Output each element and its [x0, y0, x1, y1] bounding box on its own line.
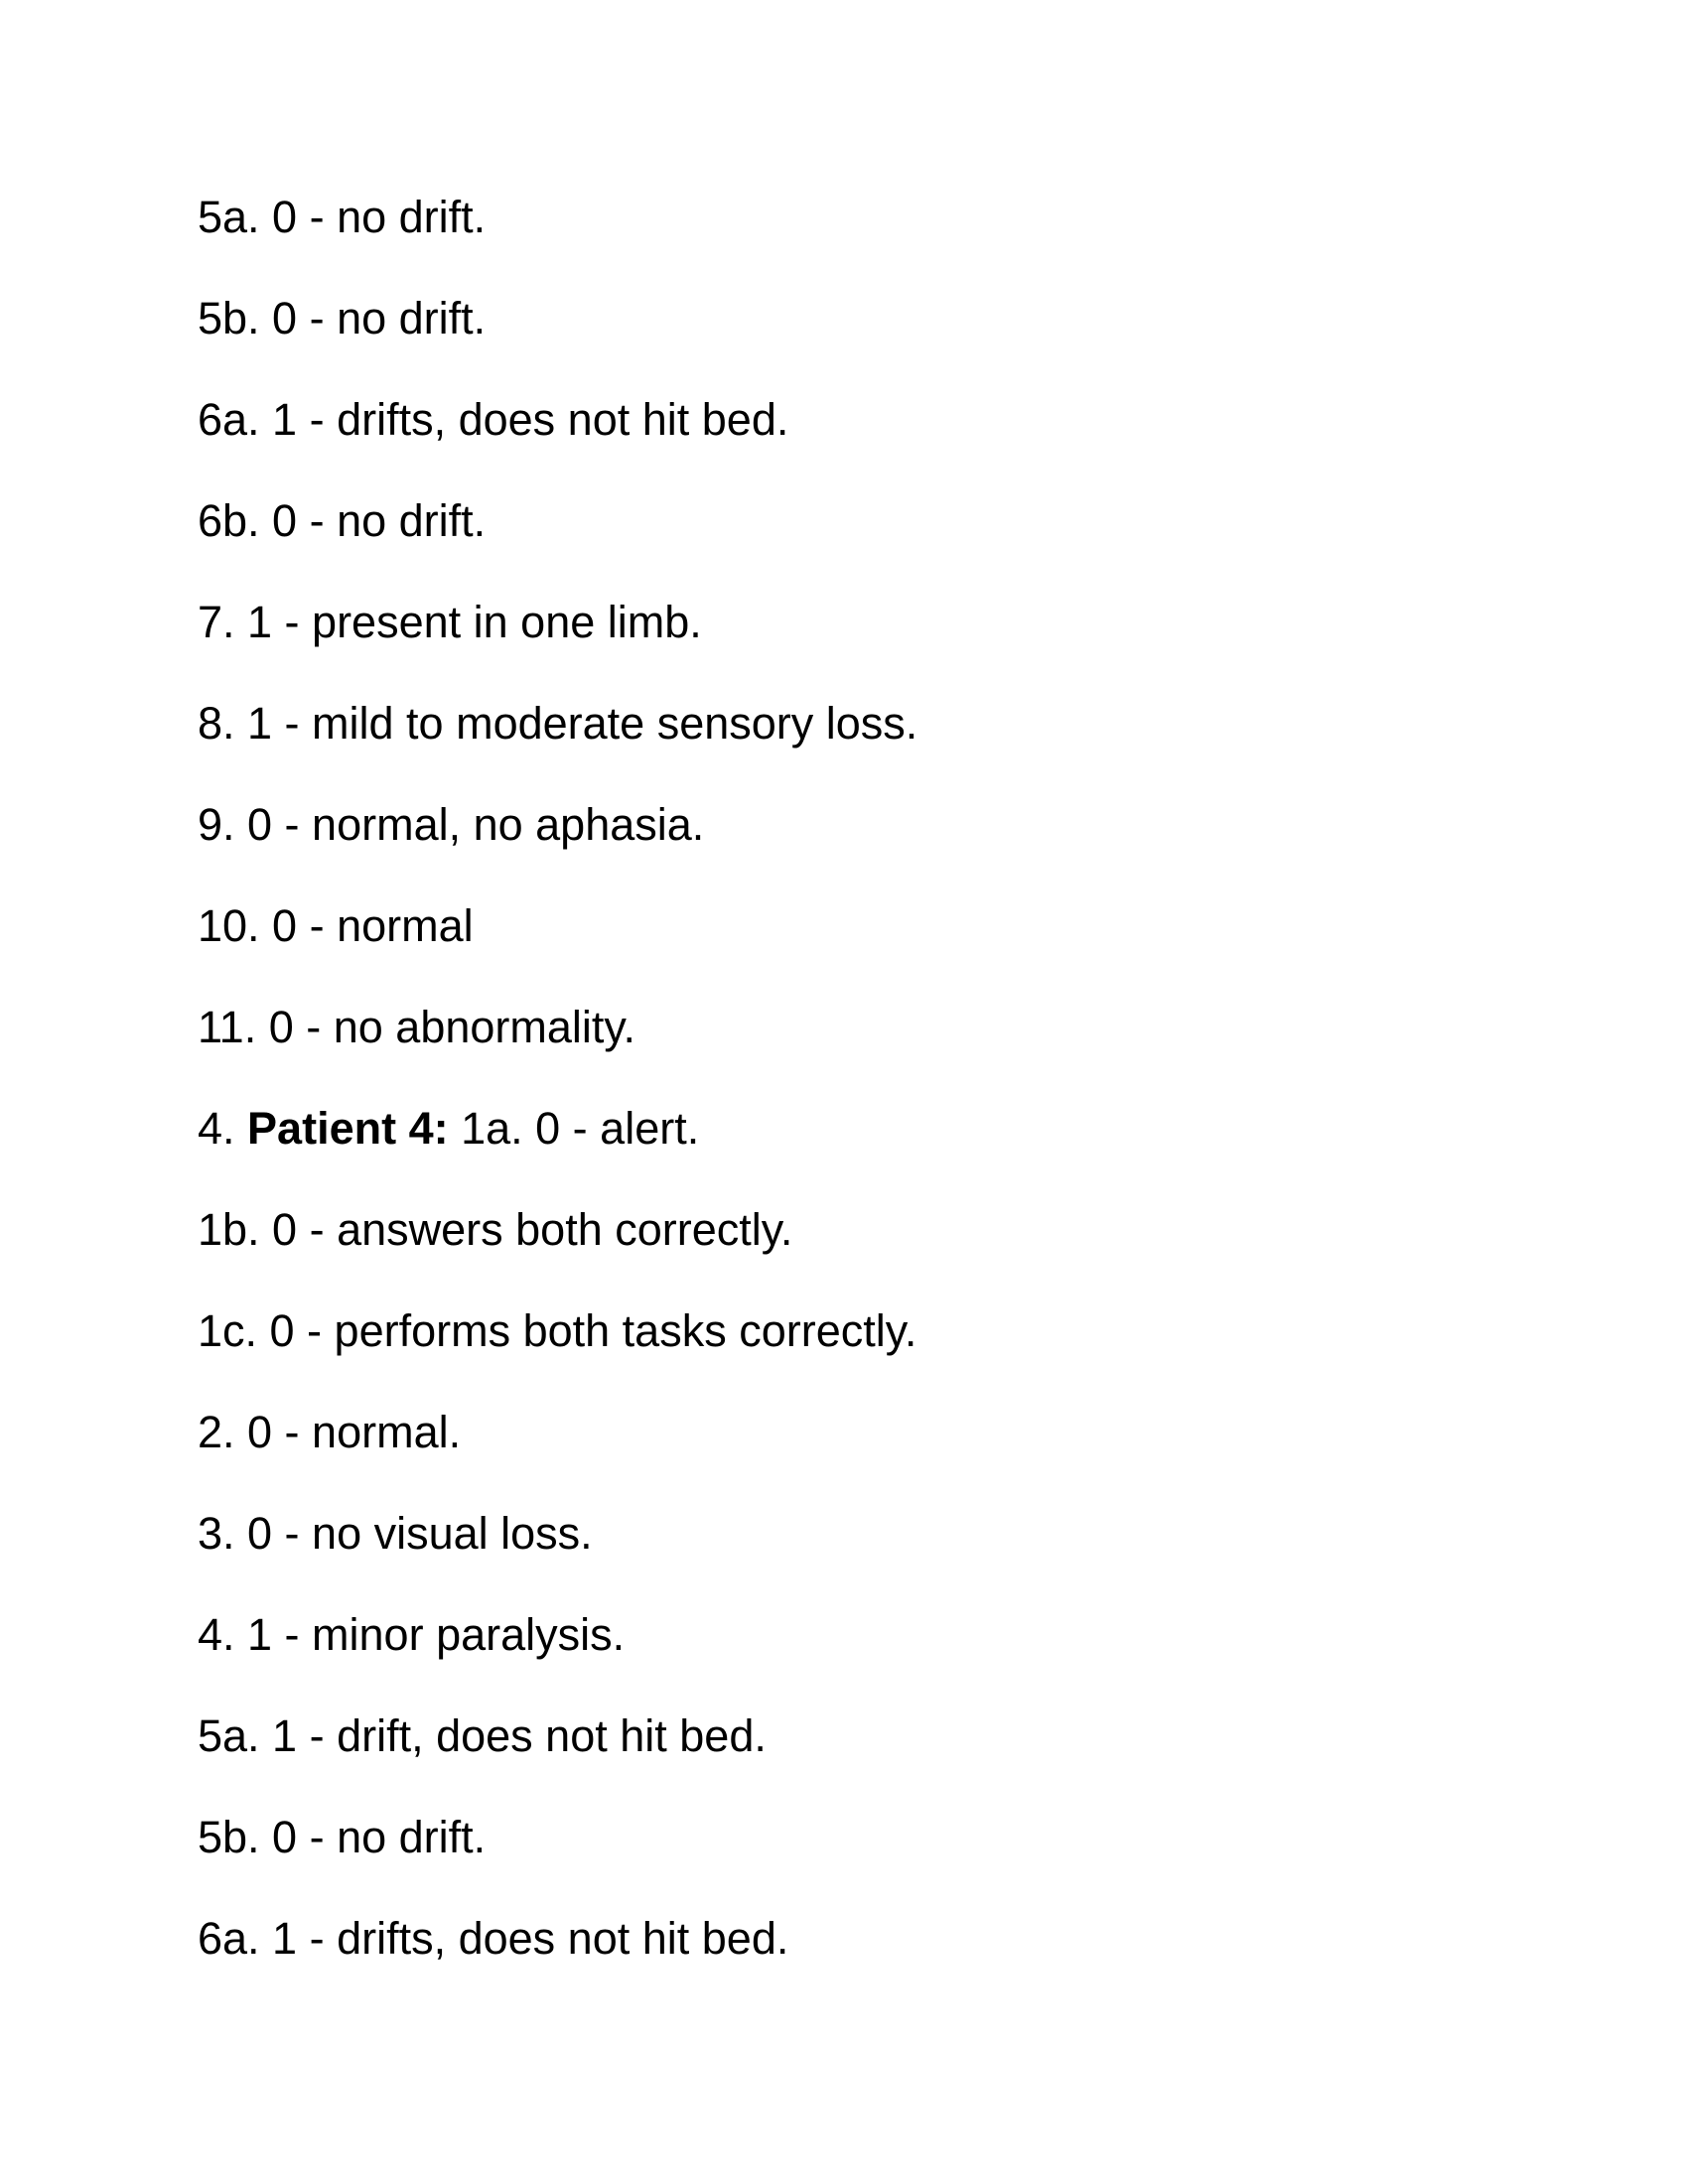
- list-item: 5b. 0 - no drift.: [198, 293, 487, 343]
- list-item: 5b. 0 - no drift.: [198, 1812, 487, 1862]
- patient-heading-line: [198, 1103, 917, 1154]
- list-item: 1b. 0 - answers both correctly.: [198, 1204, 793, 1255]
- list-item: 9. 0 - normal, no aphasia.: [198, 799, 705, 850]
- patient-first-score: 1a. 0 - alert.: [448, 1103, 700, 1154]
- list-item: 5a. 1 - drift, does not hit bed.: [198, 1710, 767, 1761]
- list-item: 6b. 0 - no drift.: [198, 495, 487, 546]
- list-item: 11. 0 - no abnormality.: [198, 1002, 636, 1052]
- list-item: 5a. 0 - no drift.: [198, 192, 487, 242]
- list-item: 10. 0 - normal: [198, 900, 474, 951]
- list-item: 8. 1 - mild to moderate sensory loss.: [198, 698, 918, 749]
- list-item: 6a. 1 - drifts, does not hit bed.: [198, 1913, 789, 1964]
- patient-label: Patient 4:: [247, 1103, 449, 1154]
- list-item: 6a. 1 - drifts, does not hit bed.: [198, 394, 789, 445]
- list-item: 3. 0 - no visual loss.: [198, 1508, 593, 1559]
- list-item: 1c. 0 - performs both tasks correctly.: [198, 1305, 917, 1356]
- score-list: [198, 192, 918, 2017]
- list-item: 2. 0 - normal.: [198, 1407, 462, 1457]
- patient-number: 4.: [198, 1103, 248, 1154]
- list-item: 7. 1 - present in one limb.: [198, 597, 702, 647]
- list-item: 4. 1 - minor paralysis.: [198, 1609, 626, 1660]
